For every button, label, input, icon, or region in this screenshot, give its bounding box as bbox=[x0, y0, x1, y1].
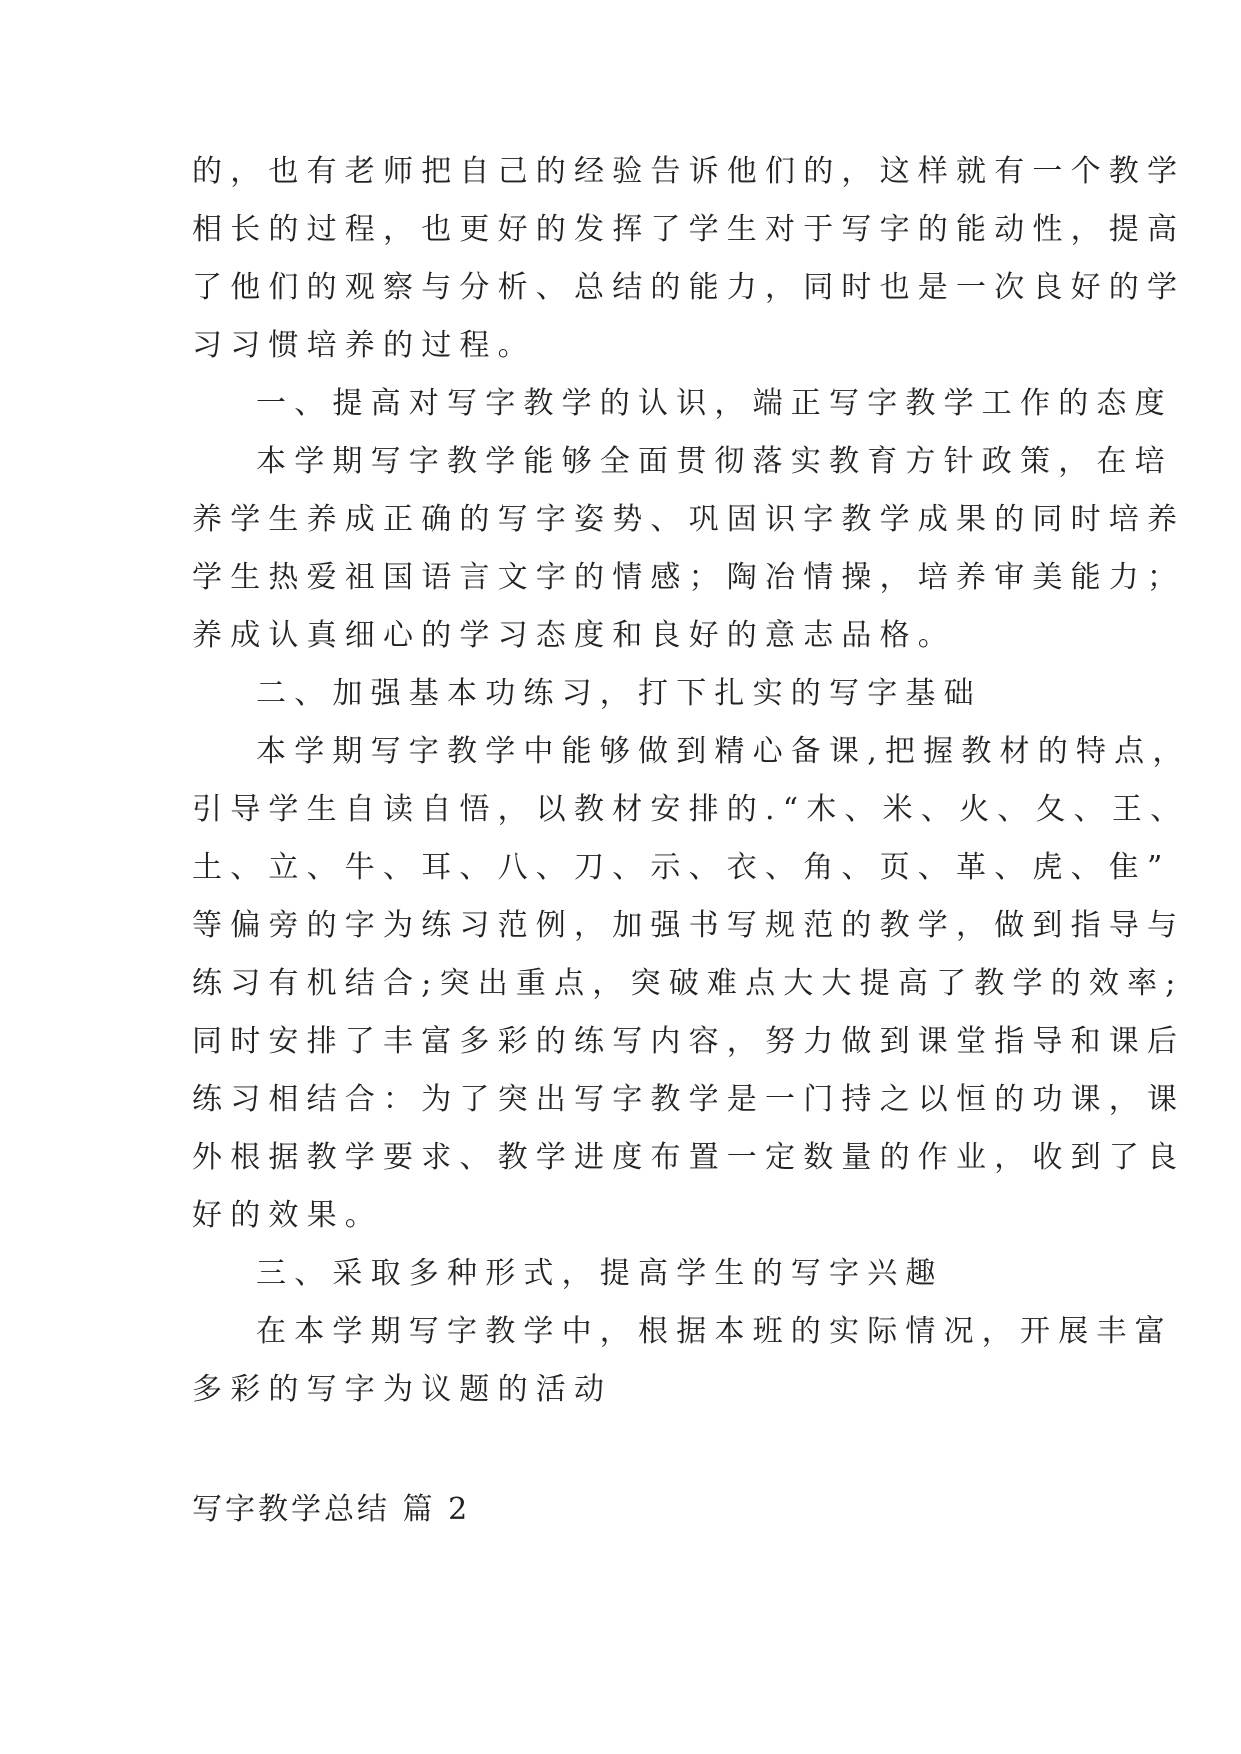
body-line: 相长的过程，也更好的发挥了学生对于写字的能动性，提高 bbox=[192, 212, 1186, 247]
body-line: 习习惯培养的过程。 bbox=[192, 328, 536, 363]
body-line: 养学生养成正确的写字姿势、巩固识字教学成果的同时培养 bbox=[192, 502, 1186, 537]
body-line: 在本学期写字教学中，根据本班的实际情况，开展丰富 bbox=[256, 1314, 1173, 1349]
section-heading-2: 二、加强基本功练习，打下扎实的写字基础 bbox=[256, 676, 982, 711]
body-line: 练习有机结合;突出重点，突破难点大大提高了教学的效率; bbox=[192, 966, 1184, 1001]
body-line: 引导学生自读自悟，以教材安排的.“木、米、火、夂、王、 bbox=[192, 792, 1189, 827]
body-line: 多彩的写字为议题的活动 bbox=[192, 1372, 613, 1407]
body-line: 好的效果。 bbox=[192, 1198, 383, 1233]
body-line: 外根据教学要求、教学进度布置一定数量的作业，收到了良 bbox=[192, 1140, 1186, 1175]
body-line: 土、立、牛、耳、八、刀、示、衣、角、页、革、虎、隹” bbox=[192, 850, 1171, 885]
body-line: 本学期写字教学能够全面贯彻落实教育方针政策，在培 bbox=[256, 444, 1173, 479]
section-title: 写字教学总结 篇 2 bbox=[192, 1492, 471, 1527]
body-line: 的，也有老师把自己的经验告诉他们的，这样就有一个教学 bbox=[192, 154, 1186, 189]
section-heading-1: 一、提高对写字教学的认识，端正写字教学工作的态度 bbox=[256, 386, 1173, 421]
section-heading-3: 三、采取多种形式，提高学生的写字兴趣 bbox=[256, 1256, 944, 1291]
body-line: 养成认真细心的学习态度和良好的意志品格。 bbox=[192, 618, 956, 653]
body-line: 等偏旁的字为练习范例，加强书写规范的教学，做到指导与 bbox=[192, 908, 1186, 943]
body-line: 了他们的观察与分析、总结的能力，同时也是一次良好的学 bbox=[192, 270, 1186, 305]
body-line: 本学期写字教学中能够做到精心备课,把握教材的特点， bbox=[256, 734, 1191, 769]
body-line: 同时安排了丰富多彩的练写内容，努力做到课堂指导和课后 bbox=[192, 1024, 1186, 1059]
body-line: 学生热爱祖国语言文字的情感；陶冶情操，培养审美能力； bbox=[192, 560, 1186, 595]
body-line: 练习相结合：为了突出写字教学是一门持之以恒的功课，课 bbox=[192, 1082, 1186, 1117]
